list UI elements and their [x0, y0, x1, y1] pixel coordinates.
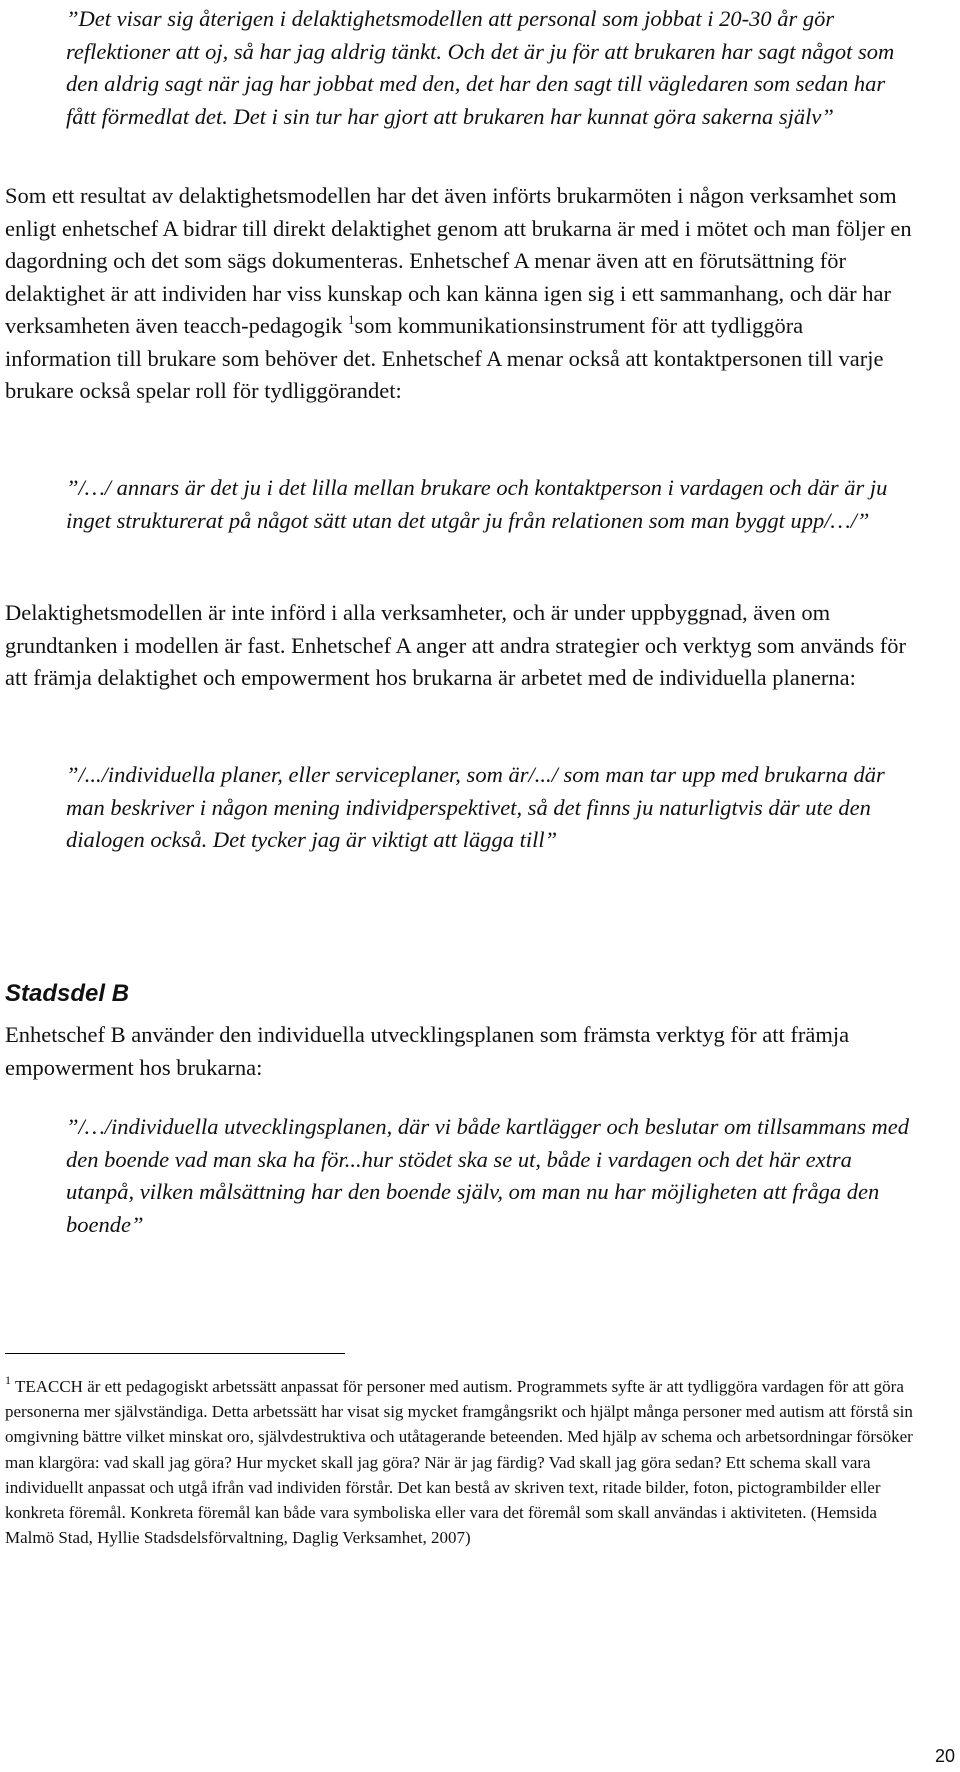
interview-quote-1: ”Det visar sig återigen i delaktighetsmodellen att personal som jobbat i 20-30 år gör reflektioner att oj, så har jag aldrig tänkt. Och det är ju för att brukaren har sagt något som den aldrig sagt när jag har jobbat med den, det har den sagt till vägledaren som sedan har fått förmedlat det. Det i sin tur har gjort att brukaren har kunnat göra sakerna själv” — [66, 6, 895, 129]
section-heading-stadsdel-b: Stadsdel B — [5, 980, 130, 1007]
body-paragraph-1-text-b: som kommunikationsinstrument för att tydliggöra information till brukare som behöver det. Enhetschef A menar också att kontaktpersonen till varje brukare också spelar roll för tydliggörandet: — [5, 313, 884, 403]
body-paragraph-2: Delaktighetsmodellen är inte införd i alla verksamheter, och är under uppbyggnad, även om grundtanken i modellen är fast. Enhetschef A anger att andra strategier och verktyg som används för att främja delaktighet och empowerment hos brukarna är arbetet med de individuella planerna: — [5, 600, 906, 690]
footnote — [5, 1374, 930, 1550]
interview-quote-3: ”/.../individuella planer, eller serviceplaner, som är/.../ som man tar upp med brukarna där man beskriver i någon mening individperspektivet, så det finns ju naturligtvis där ute den dialogen också. Det tycker jag är viktigt att lägga till” — [66, 762, 885, 852]
body-paragraph-3: Enhetschef B använder den individuella utvecklingsplanen som främsta verktyg för att främja empowerment hos brukarna: — [5, 1022, 850, 1080]
interview-quote-2: ”/…/ annars är det ju i det lilla mellan brukare och kontaktperson i vardagen och där är ju inget strukturerat på något sätt utan det utgår ju från relationen som man byggt upp/…/” — [66, 475, 888, 533]
page-number: 20 — [934, 1746, 955, 1766]
interview-quote-4: ”/…/individuella utvecklingsplanen, där vi både kartlägger och beslutar om tillsammans med den boende vad man ska ha för...hur stödet ska se ut, både i vardagen och det här extra utanpå, vilken målsättning har den boende själv, om man nu har möjligheten att fråga den boende” — [66, 1114, 910, 1237]
body-paragraph-1 — [5, 180, 915, 408]
body-paragraph-1-text-a: Som ett resultat av delaktighetsmodellen har det även införts brukarmöten i någon verksamhet som enligt enhetschef A bidrar till direkt delaktighet genom att brukarna är med i mötet och man följer en dagordning och det som sägs dokumenteras. Enhetschef A menar även att en förutsättning för delaktighet är att individen har viss kunskap och kan känna igen sig i ett sammanhang, och där har verksamheten även teacch-pedagogik — [5, 183, 912, 338]
footnote-text: TEACCH är ett pedagogiskt arbetssätt anpassat för personer med autism. Programmets syfte är att tydliggöra vardagen för att göra personerna mer självständiga. Detta arbetssätt har visat sig mycket framgångsrikt och hjälpt många personer med autism att förstå sin omgivning bättre vilket minskat oro, självdestruktiva och utåtagerande beteenden. Med hjälp av schema och arbetsordningar försöker man klargöra: vad skall jag göra? Hur mycket skall jag göra? När är jag färdig? Vad skall jag göra sedan? Ett schema skall vara individuellt anpassat och utgå ifrån vad individen förstår. Det kan bestå av skriven text, ritade bilder, foton, pictogrambilder eller konkreta föremål. Konkreta föremål kan både vara symboliska eller vara det föremål som skall användas i aktiviteten. (Hemsida Malmö Stad, Hyllie Stadsdelsförvaltning, Daglig Verksamhet, 2007) — [5, 1377, 913, 1548]
footnote-reference[interactable]: 1 — [347, 311, 355, 327]
footnote-marker: 1 — [5, 1373, 11, 1388]
footnote-separator — [5, 1353, 345, 1354]
